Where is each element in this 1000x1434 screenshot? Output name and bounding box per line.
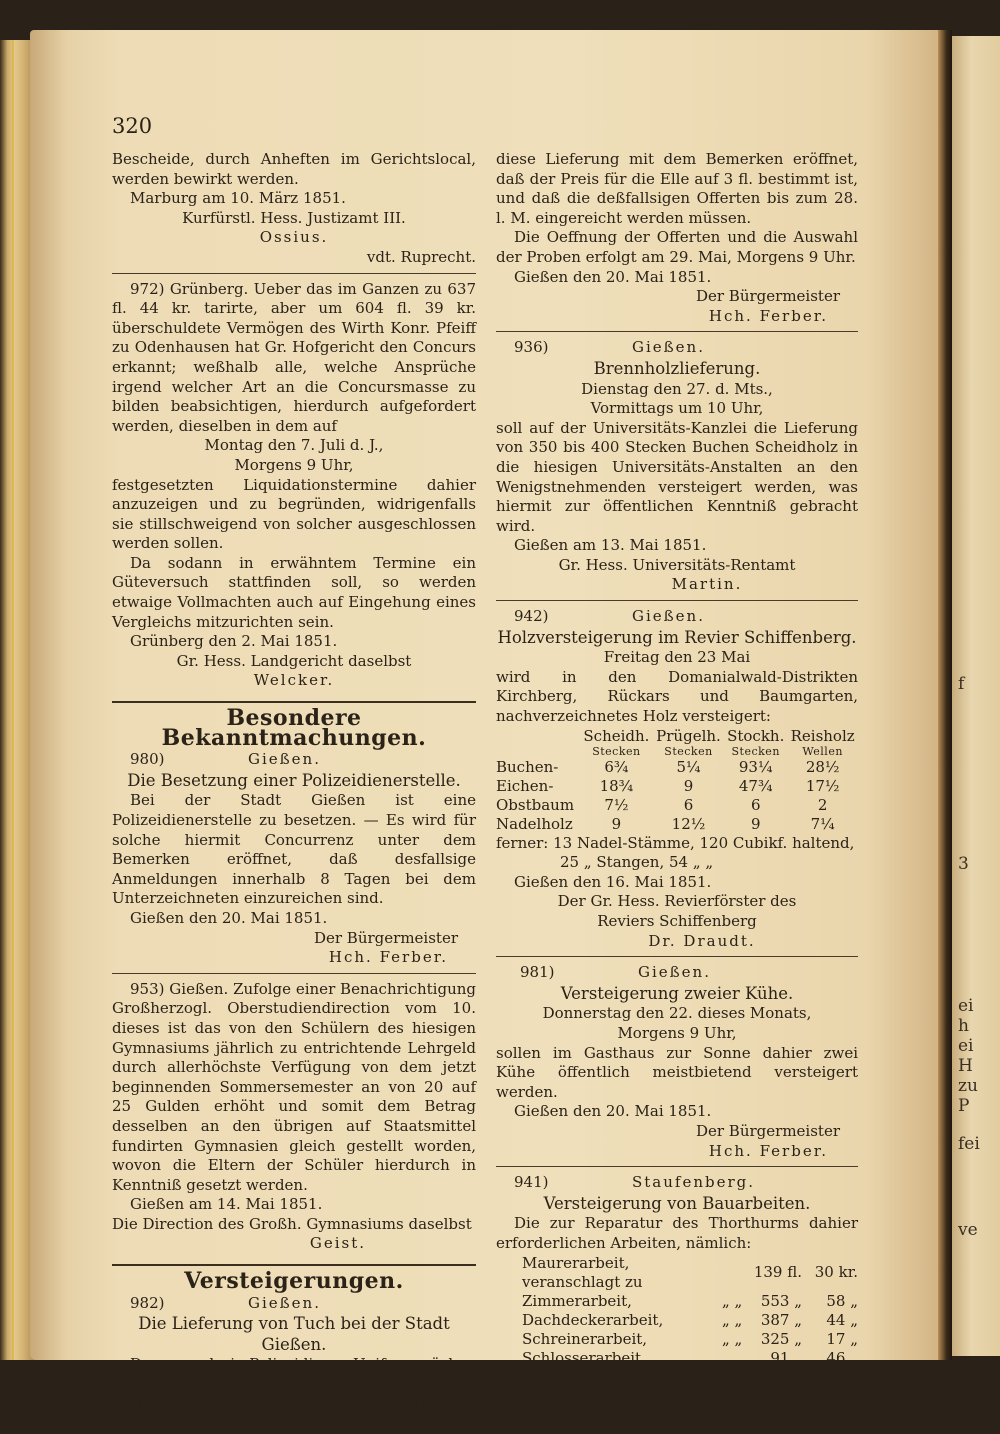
notice-title: Holzversteigerung im Revier Schiffenberg. — [497, 627, 857, 647]
table-cell: 44 „ — [826, 1310, 858, 1329]
facing-fragment: ei — [958, 996, 974, 1016]
table-header: Prügelh. — [656, 726, 721, 745]
table-cell: 30 kr. — [814, 1263, 858, 1281]
notice-time-line: Vormittags um 10 Uhr, — [590, 399, 764, 418]
table-cell: „ „ — [722, 1291, 743, 1310]
table-header — [496, 727, 580, 746]
divider — [112, 973, 476, 974]
notice-text: Die zur Reparatur des Thorthurms dahier erforderlichen Arbeiten, nämlich: — [496, 1214, 858, 1252]
notice-text: ferner: 13 Nadel-Stämme, 120 Cubikf. haltend, — [496, 833, 855, 852]
table-header-row — [496, 727, 858, 746]
table-cell: 325 „ — [760, 1329, 802, 1348]
table-cell: 91 „ — [770, 1348, 802, 1367]
table-cell: „ „ — [722, 1310, 743, 1329]
table-cell: 5¼ — [676, 757, 701, 776]
book-gutter — [938, 30, 952, 1360]
table-cell: 18¾ — [599, 776, 634, 795]
notice-date: Gießen den 20. Mai 1851. — [130, 908, 328, 927]
notice-text: 25 „ Stangen, 54 „ „ — [560, 853, 714, 872]
notice-date: Grünberg den 2. Mai 1851. — [130, 632, 338, 651]
table-unit-row — [496, 746, 858, 758]
facing-fragment: h — [958, 1016, 969, 1036]
notice-place: Gießen. — [248, 1293, 321, 1312]
table-cell: Eichen- — [496, 776, 554, 795]
notice-title: Die Lieferung von Tuch bei der Stadt — [138, 1314, 450, 1334]
notice-date: Gießen den 20. Mai 1851. — [514, 1102, 712, 1121]
notice-signature: Hch. Ferber. — [708, 306, 828, 325]
table-cell: 17½ — [805, 776, 840, 795]
table-row — [496, 1330, 858, 1349]
notice-signature: Dr. Draudt. — [648, 931, 756, 950]
notice-signature: Der Gr. Hess. Revierförster des — [557, 892, 797, 911]
right-column — [496, 150, 858, 1368]
page-number: 320 — [112, 114, 153, 138]
notice-date-line: Donnerstag den 22. dieses Monats, — [542, 1004, 812, 1023]
table-cell: Maurerarbeit, veranschlagt zu — [522, 1253, 643, 1291]
left-column — [112, 150, 476, 1434]
table-cell: Zimmerarbeit, — [522, 1291, 632, 1310]
notice-signature: Welcker. — [253, 671, 335, 690]
notice-number: 941) — [514, 1173, 549, 1192]
notice-place: Gießen. — [248, 750, 321, 769]
table-cell: 6 — [683, 795, 694, 814]
notice-signature: Ossius. — [259, 228, 329, 247]
notice-title: Gießen. — [261, 1334, 327, 1354]
table-cell: Dachdeckerarbeit, — [522, 1310, 664, 1329]
section-heading: Besondere Bekanntmachungen. — [161, 705, 427, 751]
facing-fragment: H — [958, 1056, 973, 1076]
facing-fragment: fei — [958, 1134, 980, 1154]
table-unit: Stecken — [592, 744, 641, 758]
table-cell: 9 — [750, 814, 761, 833]
notice-signature: Kurfürstl. Hess. Justizamt III. — [182, 208, 406, 227]
divider — [496, 956, 858, 957]
notice-text: Das zu drei Polizeidiener-Uniformsröcken erforderliche wollblaue Tuch soll im Soumissionswege angeschafft werden. Es wird daher Concurrenz für — [112, 1355, 476, 1433]
notice-place: Staufenberg. — [632, 1173, 756, 1192]
table-cell: Schlosserarbeit, — [522, 1348, 646, 1367]
facing-fragment: P — [958, 1096, 970, 1116]
table-row — [496, 777, 858, 796]
notice-text: Die Oeffnung der Offerten und die Auswahl der Proben erfolgt am 29. Mai, Morgens 9 Uhr. — [496, 228, 858, 266]
table-row — [496, 1254, 858, 1292]
notice-signature: Gr. Hess. Universitäts-Rentamt — [558, 555, 796, 574]
table-row — [496, 1292, 858, 1311]
notice-signature: Hch. Ferber. — [328, 948, 448, 967]
notice-date-line: Dienstag den 27. d. Mts., — [581, 379, 773, 398]
facing-fragment: f — [958, 674, 965, 694]
notice-number: 942) — [514, 607, 549, 626]
table-cell: 7¼ — [810, 814, 835, 833]
facing-page-strip — [952, 36, 1000, 1356]
notice-982-head — [112, 1294, 476, 1314]
notice-title: Brennholzlieferung. — [593, 358, 761, 378]
notice-signature: Der Bürgermeister — [313, 928, 458, 947]
table-cell: „ „ — [722, 1348, 743, 1367]
facing-fragment: ei — [958, 1036, 974, 1056]
notice-number: 981) — [520, 963, 555, 982]
notice-signature: Der Bürgermeister — [695, 1121, 840, 1140]
table-cell: 2 — [817, 795, 828, 814]
table-cell: 6 — [750, 795, 761, 814]
notice-date-line: Montag den 7. Juli d. J., — [204, 436, 384, 455]
notice-date: Gießen am 13. Mai 1851. — [514, 536, 707, 555]
notice-text: soll auf der Universitäts-Kanzlei die Lieferung von 350 bis 400 Stecken Buchen Scheidholz in die hiesigen Universitäts-Anstalten an den Wenigstnehmenden versteigert werden, was hiermit zur öffentlichen Kenntniß gebracht wird. — [496, 418, 858, 535]
notice-941-head — [496, 1173, 858, 1193]
timber-table — [496, 727, 858, 834]
notice-942-head — [496, 607, 858, 627]
notice-text: sollen im Gasthaus zur Sonne dahier zwei Kühe öffentlich meistbietend versteigert werden. — [496, 1043, 858, 1101]
table-row — [496, 1311, 858, 1330]
notice-number: 936) — [514, 338, 549, 357]
table-row — [496, 815, 858, 834]
table-cell: 93¼ — [738, 757, 773, 776]
table-cell: 9 — [683, 776, 694, 795]
table-cell: 6¾ — [604, 757, 629, 776]
notice-signature: Geist. — [309, 1234, 366, 1253]
table-cell: 139 fl. — [753, 1263, 802, 1281]
notice-signature: vdt. Ruprecht. — [366, 247, 476, 266]
notice-signature: Die Direction des Großh. Gymnasiums daselbst — [112, 1214, 472, 1233]
table-cell: 47¾ — [738, 776, 773, 795]
notice-date: Marburg am 10. März 1851. — [130, 189, 346, 208]
table-unit — [496, 746, 580, 758]
notice-time-line: Morgens 9 Uhr, — [617, 1023, 737, 1042]
divider — [496, 1166, 858, 1167]
table-header: Scheidh. — [583, 726, 650, 745]
facing-fragment: 3 — [958, 854, 969, 874]
section-divider — [112, 1264, 476, 1266]
notice-text: Da sodann in erwähntem Termine ein Güteversuch stattfinden soll, so werden etwaige Vollmachten auch auf Eingehung eines Vergleichs mitzurichten sein. — [112, 553, 476, 631]
table-unit: Stecken — [664, 744, 713, 758]
table-cell: 9 — [611, 814, 622, 833]
notice-signature: Der Bürgermeister — [695, 287, 840, 306]
notice-place: Gießen. — [632, 338, 705, 357]
section-heading: Versteigerungen. — [184, 1268, 404, 1295]
divider — [112, 273, 476, 274]
facing-fragment: zu — [958, 1076, 978, 1096]
notice-936-head — [496, 338, 858, 358]
notice-title: Versteigerung zweier Kühe. — [560, 983, 794, 1003]
notice-text: Bescheide, durch Anheften im Gerichtslocal, werden bewirkt werden. — [112, 150, 476, 188]
works-table — [496, 1254, 858, 1368]
notice-953: 953) Gießen. Zufolge einer Benachrichtigung Großherzogl. Oberstudiendirection vom 10. dieses ist das von den Schülern des hiesigen Gymnasiums jährlich zu entrichtende Lehrgeld durch allerhöchste Verfügung von dem jetzt beginnenden Sommersemester an von 20 auf 25 Gulden erhöht und somit dem Betrag desselben an den übrigen auf Staatsmittel fundirten Gymnasien gleich gestellt worden, wovon die Eltern der Schüler hierdurch in Kenntniß gesetzt werden. — [112, 979, 476, 1194]
table-cell: „ „ — [722, 1329, 743, 1348]
table-cell: 17 „ — [826, 1329, 858, 1348]
notice-text: wird in den Domanialwald-Distrikten Kirchberg, Rückars und Baumgarten, nachverzeichnetes Holz versteigert: — [496, 667, 858, 726]
table-cell: 553 „ — [760, 1291, 802, 1310]
notice-title: Die Besetzung einer Polizeidienerstelle. — [127, 770, 461, 790]
notice-980-head — [112, 750, 476, 770]
table-cell: 46 „ — [826, 1348, 858, 1367]
divider — [496, 331, 858, 332]
notice-date-line: Freitag den 23 Mai — [603, 648, 751, 667]
table-cell — [722, 1254, 752, 1292]
table-row — [496, 796, 858, 815]
notice-date: Gießen den 20. Mai 1851. — [514, 267, 712, 286]
table-header: Reisholz — [790, 726, 855, 745]
notice-time-line: Morgens 9 Uhr, — [234, 455, 354, 474]
notice-text: diese Lieferung mit dem Bemerken eröffnet, daß der Preis für die Elle auf 3 fl. bestimmt ist, und daß die deßfallsigen Offerten bis zum 28. l. M. eingereicht werden müssen. — [496, 150, 858, 227]
table-cell: 58 „ — [826, 1291, 858, 1310]
table-cell: Nadelholz — [496, 814, 573, 833]
notice-981-head — [496, 963, 858, 983]
notice-date: Gießen am 14. Mai 1851. — [130, 1195, 323, 1214]
table-cell: 7½ — [604, 795, 629, 814]
table-row — [496, 758, 858, 777]
table-cell: Obstbaum — [496, 795, 575, 814]
notice-signature: Gr. Hess. Landgericht daselbst — [176, 651, 412, 670]
notice-number: 982) — [130, 1293, 165, 1312]
table-cell: Schreinerarbeit, — [522, 1329, 648, 1348]
table-unit: Stecken — [731, 744, 780, 758]
notice-text: Bei der Stadt Gießen ist eine Polizeidienerstelle zu besetzen. — Es wird für solche hiermit Concurrenz unter dem Bemerken eröffnet, daß desfallsige Anmeldungen innerhalb 8 Tagen bei dem Unterzeichneten einzureichen sind. — [112, 791, 476, 908]
table-cell: 12½ — [671, 814, 706, 833]
divider — [496, 600, 858, 601]
notice-972 — [112, 280, 476, 437]
notice-text: festgesetzten Liquidationstermine dahier anzuzeigen und zu begründen, widrigenfalls sie stillschweigend von solcher ausgeschlossen werden sollen. — [112, 475, 476, 553]
notice-text: Ueber das im Ganzen zu 637 fl. 44 kr. tarirte, aber um 604 fl. 39 kr. überschuldete Vermögen des Wirth Konr. Pfeiff zu Odenhausen hat Gr. Hofgericht den Concurs erkannt; weßhalb alle, welche Ansprüche irgend welcher Art an die Concursmasse zu bilden beabsichtigen, hierdurch aufgefordert werden, dieselben in dem auf — [112, 279, 476, 435]
table-cell: 387 „ — [760, 1310, 802, 1329]
table-row — [496, 1349, 858, 1368]
notice-signature: Hch. Ferber. — [708, 1141, 828, 1160]
table-header: Stockh. — [727, 726, 785, 745]
notice-signature: Martin. — [671, 575, 743, 594]
notice-place: Gießen. — [632, 607, 705, 626]
notice-place: Gießen. — [638, 963, 711, 982]
table-unit: Wellen — [802, 744, 843, 758]
table-cell: 28½ — [805, 757, 840, 776]
notice-number: 980) — [130, 750, 165, 769]
section-divider — [112, 701, 476, 703]
facing-fragment: ve — [958, 1220, 978, 1240]
table-cell: Buchen- — [496, 757, 559, 776]
notice-title: Versteigerung von Bauarbeiten. — [543, 1193, 811, 1213]
notice-date: Gießen den 16. Mai 1851. — [514, 872, 712, 891]
notice-number: 972) Grünberg. — [130, 279, 249, 298]
notice-signature: Reviers Schiffenberg — [597, 912, 757, 930]
